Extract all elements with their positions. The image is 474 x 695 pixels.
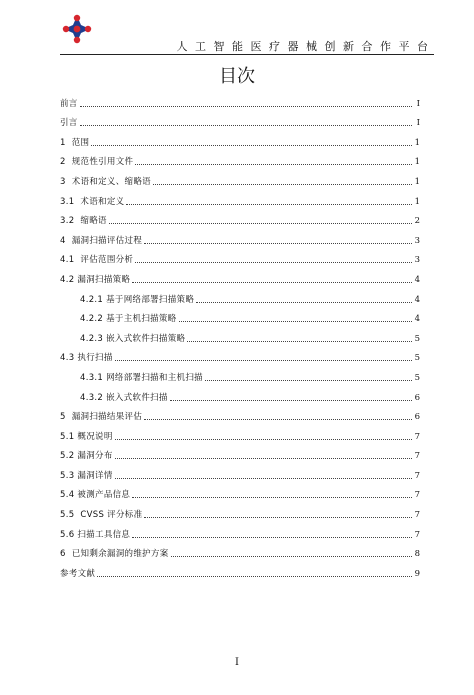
toc-leader-dots bbox=[144, 517, 412, 518]
toc-entry-text: 4.3.2 嵌入式软件扫描 bbox=[80, 392, 168, 403]
toc-leader-dots bbox=[97, 576, 412, 577]
toc-entry-text: 前言 bbox=[60, 98, 78, 109]
toc-entry-label bbox=[80, 332, 187, 344]
toc-entry-page: 4 bbox=[414, 294, 420, 305]
toc-entry-page: 1 bbox=[414, 137, 420, 148]
toc-entry-label bbox=[60, 214, 109, 226]
toc-leader-dots bbox=[80, 125, 412, 126]
toc-entry-text: 引言 bbox=[60, 118, 78, 129]
toc-entry-label bbox=[60, 351, 115, 363]
toc-leader-dots bbox=[171, 556, 412, 557]
toc-entry-page: 8 bbox=[414, 549, 420, 560]
toc-entry-text: 参考文献 bbox=[60, 568, 96, 579]
toc-entry-text: CVSS 评分标准 bbox=[80, 510, 143, 521]
toc-entry[interactable] bbox=[60, 422, 420, 442]
toc-entry-page: 7 bbox=[414, 451, 420, 462]
toc-leader-dots bbox=[144, 243, 412, 244]
toc-entry[interactable] bbox=[60, 305, 420, 325]
footer-page-number: I bbox=[235, 657, 239, 668]
toc-leader-dots bbox=[144, 419, 412, 420]
toc-entry[interactable] bbox=[60, 89, 420, 109]
toc-entry-label bbox=[60, 175, 153, 187]
toc-entry-label bbox=[60, 528, 132, 540]
toc-leader-dots bbox=[115, 478, 412, 479]
header-org-name: 人 工 智 能 医 疗 器 械 创 新 合 作 平 台 bbox=[176, 40, 430, 53]
toc-leader-dots bbox=[196, 302, 412, 303]
toc-entry-number: 3 bbox=[60, 176, 66, 187]
toc-entry[interactable] bbox=[60, 187, 420, 207]
toc-entry-text: 4.2.1 基于网络部署扫描策略 bbox=[80, 294, 195, 305]
toc-leader-dots bbox=[135, 262, 412, 263]
toc-entry[interactable] bbox=[60, 246, 420, 266]
toc-entry-text: 4.2 漏洞扫描策略 bbox=[60, 274, 131, 285]
toc-entry-label bbox=[60, 136, 91, 148]
toc-entry-text: 4.2.3 嵌入式软件扫描策略 bbox=[80, 333, 186, 344]
toc-entry-page: 1 bbox=[414, 196, 420, 207]
toc-entry-label bbox=[60, 449, 115, 461]
toc-title: 目次 bbox=[219, 66, 255, 87]
toc-entry-number: 3.2 bbox=[60, 216, 75, 227]
toc-entry-text: 漏洞扫描评估过程 bbox=[71, 235, 143, 246]
toc-entry-label bbox=[80, 312, 179, 324]
toc-leader-dots bbox=[109, 223, 412, 224]
toc-entry-page: 5 bbox=[414, 353, 420, 364]
toc-entry-page: 6 bbox=[414, 412, 420, 423]
toc-entry[interactable] bbox=[60, 128, 420, 148]
toc-leader-dots bbox=[187, 341, 412, 342]
toc-entry-label bbox=[60, 116, 80, 128]
cross-logo-icon bbox=[62, 14, 92, 44]
toc-entry[interactable] bbox=[60, 461, 420, 481]
toc-entry-text: 术语和定义 bbox=[80, 196, 125, 207]
toc-entry-text: 5.4 被测产品信息 bbox=[60, 490, 131, 501]
toc-entry[interactable] bbox=[60, 540, 420, 560]
toc-entry-page: 9 bbox=[414, 568, 420, 579]
toc-leader-dots bbox=[179, 321, 412, 322]
toc-entry[interactable] bbox=[60, 109, 420, 129]
toc-entry-page: I bbox=[416, 98, 420, 109]
toc-entry-page: 7 bbox=[414, 529, 420, 540]
toc-entry[interactable] bbox=[60, 344, 420, 364]
toc-list bbox=[60, 89, 420, 579]
toc-leader-dots bbox=[115, 439, 412, 440]
toc-entry-label bbox=[60, 155, 135, 167]
toc-entry-page: 4 bbox=[414, 314, 420, 325]
toc-entry-text: 4.2.2 基于主机扫描策略 bbox=[80, 314, 177, 325]
toc-entry-page: 1 bbox=[414, 157, 420, 168]
toc-entry-label bbox=[60, 488, 132, 500]
toc-entry-label bbox=[80, 293, 196, 305]
toc-entry-page: 7 bbox=[414, 510, 420, 521]
toc-entry-page: 6 bbox=[414, 392, 420, 403]
toc-leader-dots bbox=[205, 380, 412, 381]
toc-entry-label bbox=[60, 273, 132, 285]
toc-leader-dots bbox=[115, 458, 412, 459]
toc-entry-label bbox=[60, 547, 171, 559]
toc-leader-dots bbox=[132, 497, 412, 498]
toc-entry-text: 评估范围分析 bbox=[80, 255, 134, 266]
toc-leader-dots bbox=[80, 106, 412, 107]
toc-entry[interactable] bbox=[60, 383, 420, 403]
toc-entry-label bbox=[60, 430, 115, 442]
toc-leader-dots bbox=[170, 400, 412, 401]
toc-entry-text: 5.2 漏洞分布 bbox=[60, 451, 113, 462]
toc-entry-label bbox=[60, 97, 80, 109]
toc-entry-text: 漏洞扫描结果评估 bbox=[71, 412, 143, 423]
toc-entry[interactable] bbox=[60, 442, 420, 462]
toc-entry[interactable] bbox=[60, 265, 420, 285]
toc-entry-text: 范围 bbox=[71, 137, 90, 148]
toc-entry-page: 1 bbox=[414, 176, 420, 187]
toc-entry[interactable] bbox=[60, 285, 420, 305]
toc-entry-text: 4.3 执行扫描 bbox=[60, 353, 113, 364]
toc-entry-number: 1 bbox=[60, 137, 66, 148]
toc-entry-text: 规范性引用文件 bbox=[71, 157, 134, 168]
toc-entry[interactable] bbox=[60, 324, 420, 344]
toc-leader-dots bbox=[126, 204, 412, 205]
toc-entry-text: 5.1 概况说明 bbox=[60, 431, 113, 442]
toc-entry-page: I bbox=[416, 118, 420, 129]
toc-leader-dots bbox=[115, 360, 412, 361]
toc-entry-page: 5 bbox=[414, 372, 420, 383]
toc-entry-label bbox=[80, 391, 170, 403]
toc-entry-text: 术语和定义、缩略语 bbox=[71, 176, 151, 187]
toc-entry[interactable] bbox=[60, 167, 420, 187]
toc-entry-page: 3 bbox=[414, 235, 420, 246]
toc-entry-page: 2 bbox=[414, 216, 420, 227]
toc-entry-text: 5.6 扫描工具信息 bbox=[60, 529, 131, 540]
toc-entry-page: 7 bbox=[414, 490, 420, 501]
toc-entry-label bbox=[60, 508, 144, 520]
toc-leader-dots bbox=[153, 184, 412, 185]
toc-entry[interactable] bbox=[60, 207, 420, 227]
toc-entry-label bbox=[60, 234, 144, 246]
toc-entry[interactable] bbox=[60, 403, 420, 423]
toc-entry-page: 5 bbox=[414, 333, 420, 344]
toc-leader-dots bbox=[132, 537, 412, 538]
toc-entry-label bbox=[60, 567, 97, 579]
toc-entry[interactable] bbox=[60, 481, 420, 501]
toc-entry-number: 4.1 bbox=[60, 255, 75, 266]
toc-entry-text: 4.3.1 网络部署扫描和主机扫描 bbox=[80, 372, 203, 383]
toc-entry-page: 3 bbox=[414, 255, 420, 266]
header-divider bbox=[60, 54, 434, 55]
toc-entry-number: 3.1 bbox=[60, 196, 75, 207]
toc-entry-page: 7 bbox=[414, 470, 420, 481]
toc-leader-dots bbox=[135, 164, 412, 165]
toc-entry[interactable] bbox=[60, 226, 420, 246]
toc-entry-label bbox=[60, 469, 115, 481]
toc-leader-dots bbox=[91, 145, 412, 146]
toc-entry-number: 5.5 bbox=[60, 510, 75, 521]
toc-entry[interactable] bbox=[60, 500, 420, 520]
toc-entry[interactable] bbox=[60, 363, 420, 383]
toc-leader-dots bbox=[132, 282, 412, 283]
toc-entry-number: 4 bbox=[60, 235, 66, 246]
toc-entry-label bbox=[80, 371, 205, 383]
toc-entry-text: 5.3 漏洞详情 bbox=[60, 470, 113, 481]
toc-entry[interactable] bbox=[60, 148, 420, 168]
toc-entry-page: 7 bbox=[414, 431, 420, 442]
toc-entry-number: 2 bbox=[60, 157, 66, 168]
toc-entry-label bbox=[60, 253, 135, 265]
toc-entry-label bbox=[60, 195, 126, 207]
toc-entry[interactable] bbox=[60, 520, 420, 540]
toc-entry-text: 缩略语 bbox=[80, 216, 107, 227]
toc-entry[interactable] bbox=[60, 559, 420, 579]
toc-entry-number: 5 bbox=[60, 412, 66, 423]
toc-entry-page: 4 bbox=[414, 274, 420, 285]
toc-entry-label bbox=[60, 410, 144, 422]
toc-entry-text: 已知剩余漏洞的维护方案 bbox=[71, 549, 169, 560]
toc-entry-number: 6 bbox=[60, 549, 66, 560]
